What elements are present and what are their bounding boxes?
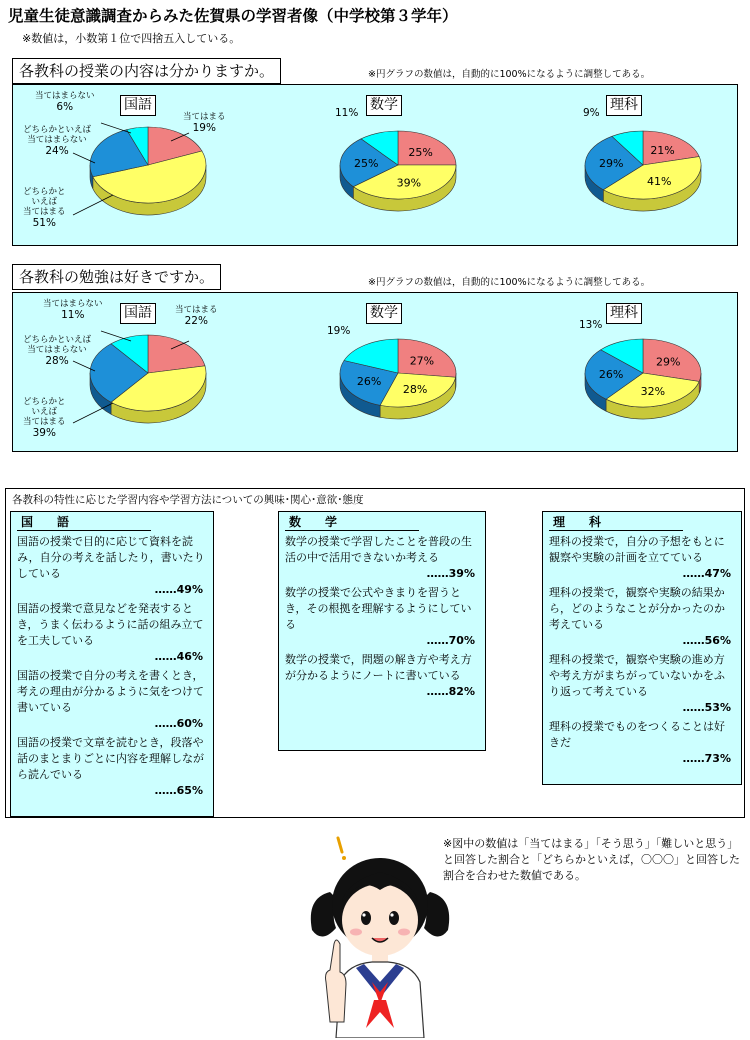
q2-sugaku-pie	[340, 339, 456, 419]
kokugo-item-4: 国語の授業で文章を読むとき，段落や話のまとまりごとに内容を理解しながら読んでいる	[17, 736, 204, 781]
q1-kokugo-pie	[90, 127, 206, 215]
kokugo-item-1: 国語の授業で目的に応じて資料を読み，自分の考えを話したり，書いたりしている	[17, 535, 205, 580]
q1-rika-label-disagree: 9%	[583, 107, 600, 119]
q1-leader-somewhat-agree	[73, 195, 113, 215]
rika-item-2: 理科の授業で，観察や実験の結果から，どのようなことが分かったのか考えている	[549, 586, 725, 631]
interest-title: 各教科の特性に応じた学習内容や学習方法についての興味･関心･意欲･態度	[12, 494, 364, 506]
q2-kokugo-label-disagree: 当てはまらない 11%	[43, 299, 103, 321]
q1-sugaku-pie	[340, 131, 456, 211]
rika-box	[542, 511, 742, 785]
q1-leader-disagree	[101, 123, 131, 133]
kokugo-item-2-value: ……46%	[154, 650, 203, 663]
q2-chart-panel	[12, 292, 738, 452]
q1-kokugo-tag: 国語	[120, 95, 156, 116]
interest-section	[5, 488, 745, 818]
q1-adjust-note: ※円グラフの数値は，自動的に100%になるように調整してある。	[368, 69, 651, 80]
q2-kokugo-pie	[90, 335, 206, 423]
q2-kokugo-tag: 国語	[120, 303, 156, 324]
rika-item-4-value: ……73%	[682, 752, 731, 765]
q1-rika-tag: 理科	[606, 95, 642, 116]
kokugo-box	[10, 511, 214, 817]
q1-kokugo-label-somewhat-agree: どちらかと いえば 当てはまる 51%	[23, 187, 66, 229]
student-illustration	[300, 832, 460, 1038]
q1-chart-panel	[12, 84, 738, 246]
q2-adjust-note: ※円グラフの数値は，自動的に100%になるように調整してある。	[368, 277, 651, 288]
kokugo-item-4-value: ……65%	[154, 784, 203, 797]
sugaku-item-1: 数学の授業で学習したことを普段の生活の中で活用できないか考える	[285, 535, 472, 564]
q1-sugaku-label-somewhat-agree: 39%	[396, 176, 422, 190]
q2-rika-pie	[585, 339, 701, 419]
q1-kokugo-label-agree: 当てはまる 19%	[183, 112, 226, 134]
kokugo-item-2: 国語の授業で意見などを発表するとき，うまく伝わるように話の組み立てを工夫している	[17, 602, 204, 647]
rika-item-3-value: ……53%	[682, 701, 731, 714]
q2-kokugo-label-somewhat-disagree: どちらかといえば 当てはまらない 28%	[23, 335, 92, 367]
rika-item-4: 理科の授業でものをつくることは好きだ	[549, 720, 725, 749]
rika-item-3: 理科の授業で，観察や実験の進め方や考え方がまちがっていないかをふり返って考えている	[549, 653, 725, 698]
sugaku-item-3: 数学の授業で，問題の解き方や考え方が分かるようにノートに書いている	[285, 653, 472, 682]
footnote: ※図中の数値は「当てはまる」「そう思う」「難しいと思う」と回答した割合と「どちらかといえば，〇〇〇」と回答した割合を合わせた数値である。	[443, 837, 740, 882]
rika-heading: 理 科	[549, 514, 683, 531]
q1-pies	[13, 85, 737, 245]
q2-sugaku-label-disagree: 19%	[327, 325, 351, 337]
q2-sugaku-label-agree: 27%	[409, 354, 435, 368]
q2-pies	[13, 293, 737, 451]
sugaku-item-1-value: ……39%	[426, 567, 475, 580]
sugaku-box	[278, 511, 486, 751]
q2-rika-label-somewhat-disagree: 26%	[598, 368, 624, 382]
q2-sugaku-label-somewhat-agree: 28%	[402, 382, 428, 396]
q2-kokugo-label-somewhat-agree: どちらかと いえば 当てはまる 39%	[23, 397, 66, 439]
q2-leader-somewhat-agree	[73, 403, 113, 423]
sugaku-heading: 数 学	[285, 514, 419, 531]
q1-kokugo-label-somewhat-disagree: どちらかといえば 当てはまらない 24%	[23, 125, 92, 157]
rika-item-2-value: ……56%	[682, 634, 731, 647]
kokugo-item-3: 国語の授業で自分の考えを書くとき，考えの理由が分かるように気をつけて書いている	[17, 669, 204, 714]
q2-leader-disagree	[101, 331, 131, 341]
q1-rika-pie	[585, 131, 701, 211]
q2-kokugo-label-agree: 当てはまる 22%	[175, 305, 218, 327]
kokugo-item-1-value: ……49%	[154, 583, 203, 596]
q2-sugaku-tag: 数学	[366, 303, 402, 324]
sugaku-item-2-value: ……70%	[426, 634, 475, 647]
rika-item-1: 理科の授業で，自分の予想をもとに観察や実験の計画を立てている	[549, 535, 725, 564]
q1-sugaku-label-disagree: 11%	[335, 107, 359, 119]
exclamation-icon	[338, 838, 346, 860]
rika-item-1-value: ……47%	[682, 567, 731, 580]
kokugo-item-3-value: ……60%	[154, 717, 203, 730]
q1-sugaku-label-somewhat-disagree: 25%	[354, 157, 379, 171]
q1-question: 各教科の授業の内容は分かりますか。	[12, 58, 281, 84]
q2-sugaku-label-somewhat-disagree: 26%	[356, 374, 382, 388]
q1-sugaku-tag: 数学	[366, 95, 402, 116]
q1-rika-label-somewhat-disagree: 29%	[599, 157, 624, 171]
page-title: 児童生徒意識調査からみた佐賀県の学習者像（中学校第３学年）	[8, 7, 458, 25]
q2-rika-tag: 理科	[606, 303, 642, 324]
q1-rika-label-agree: 21%	[650, 144, 675, 158]
q2-rika-label-disagree: 13%	[579, 319, 603, 331]
q1-rika-label-somewhat-agree: 41%	[647, 175, 672, 189]
sugaku-item-3-value: ……82%	[426, 685, 475, 698]
q2-rika-label-somewhat-agree: 32%	[640, 384, 666, 398]
sugaku-item-2: 数学の授業で公式やきまりを習うとき，その根拠を理解するようにしている	[285, 586, 472, 631]
rounding-note: ※数値は，小数第１位で四捨五入している。	[22, 32, 241, 45]
q1-sugaku-label-agree: 25%	[408, 145, 433, 159]
q2-question: 各教科の勉強は好きですか。	[12, 264, 221, 290]
q2-rika-label-agree: 29%	[655, 355, 681, 369]
q1-kokugo-label-disagree: 当てはまらない 6%	[35, 91, 95, 113]
kokugo-heading: 国 語	[17, 514, 151, 531]
